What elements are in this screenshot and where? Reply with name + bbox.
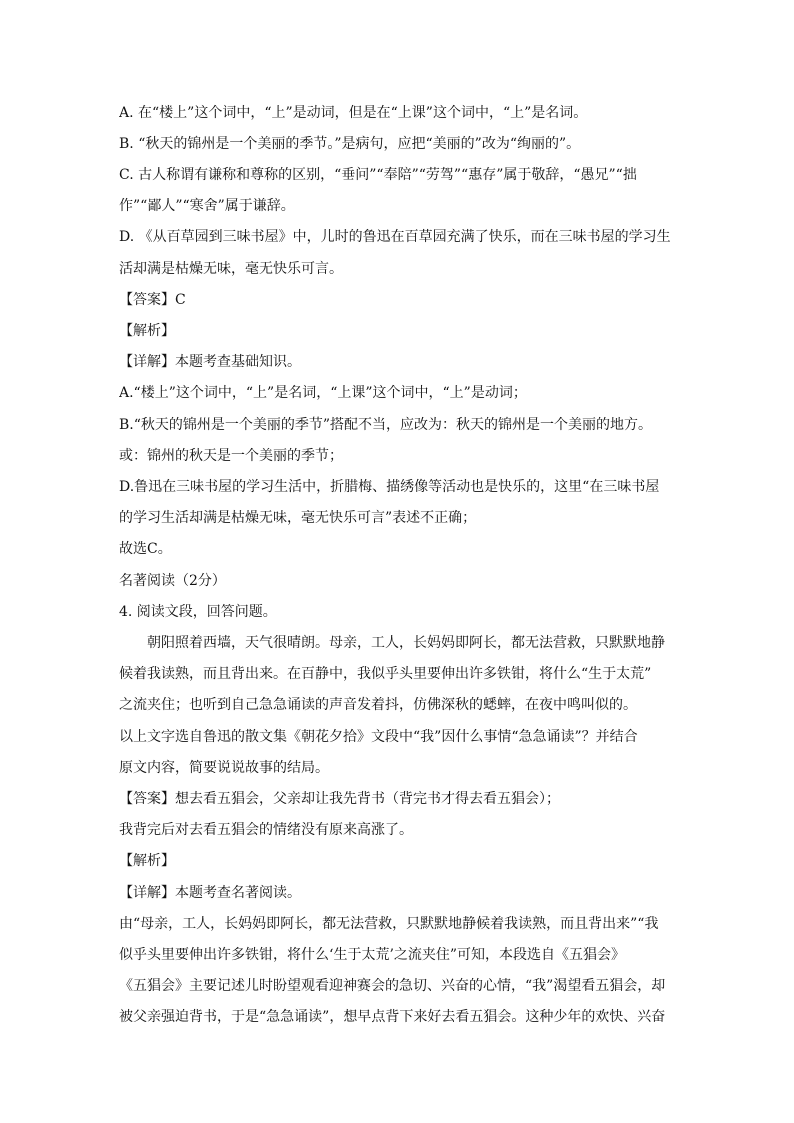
detail-text-line1: 由“母亲，工人，长妈妈即阿长，都无法营救，只默默地静候着我读熟，而且背出来”“我 bbox=[119, 916, 659, 932]
option-b-text: B. “秋天的锦州是一个美丽的季节。”是病句，应把“美丽的”改为“绚丽的”。 bbox=[119, 136, 581, 152]
analysis-label-2: 【解析】 bbox=[119, 853, 175, 869]
detail-d-text-line2: 的学习生活却满是枯燥无味，毫无快乐可言”表述不正确； bbox=[119, 510, 477, 526]
detail-a-text: A.“楼上”这个词中，“上”是名词，“上课”这个词中，“上”是动词； bbox=[119, 385, 527, 401]
detail-d-text-line1: D.鲁迅在三味书屋的学习生活中，折腊梅、描绣像等活动也是快乐的，这里“在三味书屋 bbox=[119, 479, 660, 495]
detail-label: 【详解】本题考查基础知识。 bbox=[119, 354, 301, 370]
question-prompt-line2: 原文内容，简要说说故事的结局。 bbox=[119, 760, 329, 776]
analysis-label: 【解析】 bbox=[119, 323, 175, 339]
choice-conclusion: 故选C。 bbox=[119, 541, 172, 557]
answer-text-line2: 我背完后对去看五猖会的情绪没有原来高涨了。 bbox=[119, 822, 413, 838]
section-heading: 名著阅读（2分） bbox=[119, 573, 226, 589]
detail-b-text-line1: B.“秋天的锦州是一个美丽的季节”搭配不当，应改为：秋天的锦州是一个美丽的地方。 bbox=[119, 417, 653, 433]
question-prompt-line1: 以上文字选自鲁迅的散文集《朝花夕拾》文段中“我”因什么事情“急急诵读”？并结合 bbox=[119, 729, 638, 745]
option-d-text-line2: 活却满是枯燥无味，毫无快乐可言。 bbox=[119, 261, 343, 277]
question-4-title: 4. 阅读文段，回答问题。 bbox=[119, 604, 277, 620]
passage-line-2: 候着我读熟，而且背出来。在百静中，我似乎头里要伸出许多铁钳，将什么“生于太荒” bbox=[119, 666, 652, 682]
detail-text-line2: 似乎头里要伸出许多铁钳，将什么‘生于太荒’之流夹住”可知，本段选自《五猖会》 bbox=[119, 947, 626, 963]
option-c-text-line1: C. 古人称谓有谦称和尊称的区别，“垂问”“奉陪”“劳驾”“惠存”属于敬辞，“愚兄”“拙 bbox=[119, 167, 637, 183]
option-a-text: A. 在“楼上”这个词中，“上”是动词，但是在“上课”这个词中，“上”是名词。 bbox=[119, 105, 588, 121]
passage-line-1: 朝阳照着西墙，天气很晴朗。母亲，工人，长妈妈即阿长，都无法营救，只默默地静 bbox=[147, 635, 665, 651]
detail-b-text-line2: 或：锦州的秋天是一个美丽的季节； bbox=[119, 448, 343, 464]
passage-line-3: 之流夹住；也听到自己急急诵读的声音发着抖，仿佛深秋的蟋蟀，在夜中鸣叫似的。 bbox=[119, 697, 637, 713]
detail-text-line3: 《五猖会》主要记述儿时盼望观看迎神赛会的急切、兴奋的心情，“我”渴望看五猖会，却 bbox=[119, 978, 666, 994]
detail-text-line4: 被父亲强迫背书，于是“急急诵读”，想早点背下来好去看五猖会。这种少年的欢快、兴奋 bbox=[119, 1009, 666, 1025]
answer-text-line1: 【答案】想去看五猖会，父亲却让我先背书（背完书才得去看五猖会）； bbox=[119, 791, 560, 807]
option-d-text-line1: D. 《从百草园到三味书屋》中，儿时的鲁迅在百草园充满了快乐，而在三味书屋的学习生 bbox=[119, 229, 671, 245]
detail-label-2: 【详解】本题考查名著阅读。 bbox=[119, 885, 301, 901]
option-c-text-line2: 作”“鄙人”“寒舍”属于谦辞。 bbox=[119, 198, 295, 214]
answer-label: 【答案】C bbox=[119, 292, 186, 308]
